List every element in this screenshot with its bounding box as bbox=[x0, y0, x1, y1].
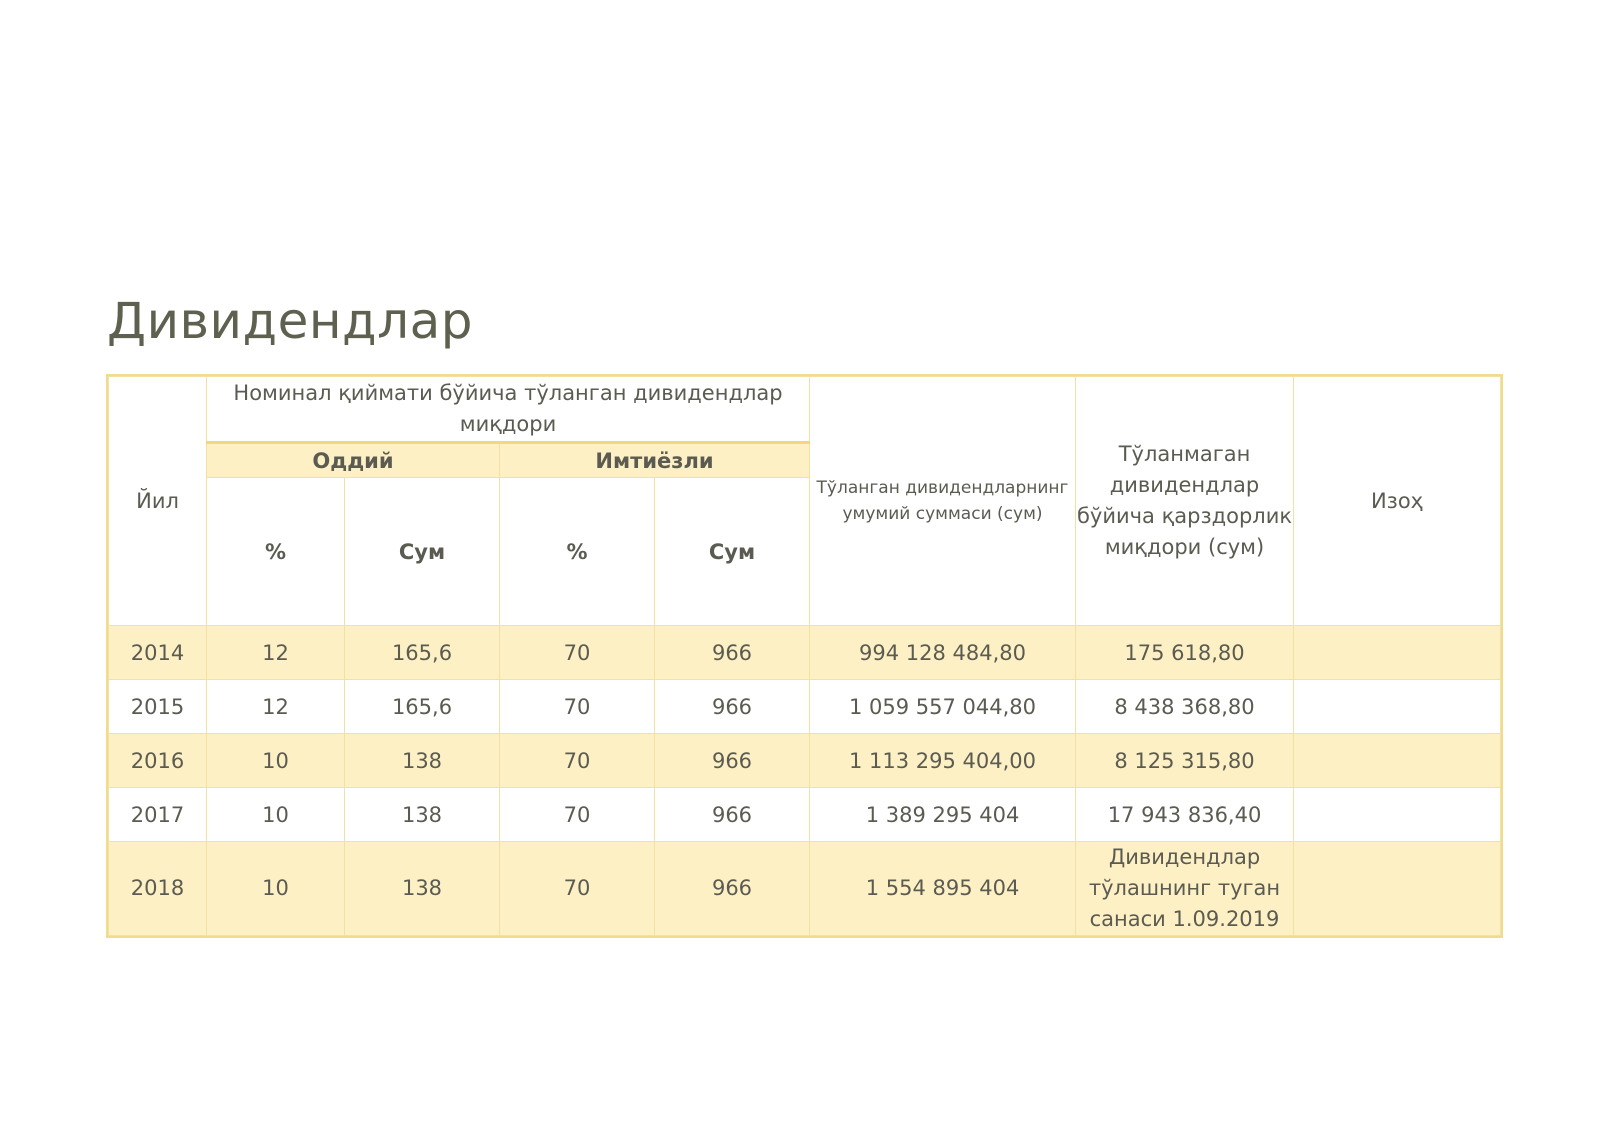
cell-ordinary-sum: 138 bbox=[345, 734, 500, 788]
dividends-table bbox=[108, 376, 1501, 936]
header-preferred-sum: Сум bbox=[655, 478, 810, 626]
cell-preferred-sum: 966 bbox=[655, 842, 810, 936]
cell-ordinary-percent: 10 bbox=[207, 734, 345, 788]
header-note: Изоҳ bbox=[1294, 377, 1501, 626]
cell-ordinary-percent: 10 bbox=[207, 842, 345, 936]
header-nominal-group: Номинал қиймати бўйича тўланган дивидендлар миқдори bbox=[207, 377, 810, 443]
header-ordinary: Оддий bbox=[207, 443, 500, 478]
table-row bbox=[109, 734, 1501, 788]
cell-total-paid: 994 128 484,80 bbox=[810, 626, 1076, 680]
cell-total-paid: 1 389 295 404 bbox=[810, 788, 1076, 842]
cell-ordinary-sum: 165,6 bbox=[345, 626, 500, 680]
cell-total-paid: 1 059 557 044,80 bbox=[810, 680, 1076, 734]
cell-preferred-sum: 966 bbox=[655, 734, 810, 788]
table-row bbox=[109, 842, 1501, 936]
cell-note bbox=[1294, 734, 1501, 788]
cell-ordinary-sum: 138 bbox=[345, 788, 500, 842]
cell-note bbox=[1294, 626, 1501, 680]
table-row bbox=[109, 788, 1501, 842]
cell-preferred-percent: 70 bbox=[500, 734, 655, 788]
cell-year: 2015 bbox=[109, 680, 207, 734]
header-preferred-percent: % bbox=[500, 478, 655, 626]
table-row bbox=[109, 626, 1501, 680]
header-preferred: Имтиёзли bbox=[500, 443, 810, 478]
cell-unpaid-debt: Дивидендлар тўлашнинг туган санаси 1.09.2019 bbox=[1076, 842, 1294, 936]
cell-note bbox=[1294, 842, 1501, 936]
cell-preferred-percent: 70 bbox=[500, 788, 655, 842]
header-year: Йил bbox=[109, 377, 207, 626]
header-ordinary-sum: Сум bbox=[345, 478, 500, 626]
cell-preferred-sum: 966 bbox=[655, 680, 810, 734]
page-title: Дивидендлар bbox=[107, 292, 473, 350]
header-unpaid-debt: Тўланмаган дивидендлар бўйича қарздорлик миқдори (сум) bbox=[1076, 377, 1294, 626]
cell-preferred-percent: 70 bbox=[500, 626, 655, 680]
cell-preferred-sum: 966 bbox=[655, 626, 810, 680]
cell-ordinary-percent: 12 bbox=[207, 680, 345, 734]
cell-ordinary-sum: 138 bbox=[345, 842, 500, 936]
cell-preferred-sum: 966 bbox=[655, 788, 810, 842]
table-row bbox=[109, 680, 1501, 734]
header-ordinary-percent: % bbox=[207, 478, 345, 626]
cell-ordinary-percent: 12 bbox=[207, 626, 345, 680]
cell-year: 2018 bbox=[109, 842, 207, 936]
cell-total-paid: 1 113 295 404,00 bbox=[810, 734, 1076, 788]
header-total-paid: Тўланган дивидендларнинг умумий суммаси (сум) bbox=[810, 377, 1076, 626]
cell-unpaid-debt: 8 125 315,80 bbox=[1076, 734, 1294, 788]
cell-total-paid: 1 554 895 404 bbox=[810, 842, 1076, 936]
cell-unpaid-debt: 175 618,80 bbox=[1076, 626, 1294, 680]
cell-unpaid-debt: 8 438 368,80 bbox=[1076, 680, 1294, 734]
cell-ordinary-percent: 10 bbox=[207, 788, 345, 842]
cell-ordinary-sum: 165,6 bbox=[345, 680, 500, 734]
cell-year: 2014 bbox=[109, 626, 207, 680]
cell-note bbox=[1294, 680, 1501, 734]
cell-unpaid-debt: 17 943 836,40 bbox=[1076, 788, 1294, 842]
cell-note bbox=[1294, 788, 1501, 842]
cell-year: 2016 bbox=[109, 734, 207, 788]
cell-preferred-percent: 70 bbox=[500, 680, 655, 734]
cell-preferred-percent: 70 bbox=[500, 842, 655, 936]
cell-year: 2017 bbox=[109, 788, 207, 842]
